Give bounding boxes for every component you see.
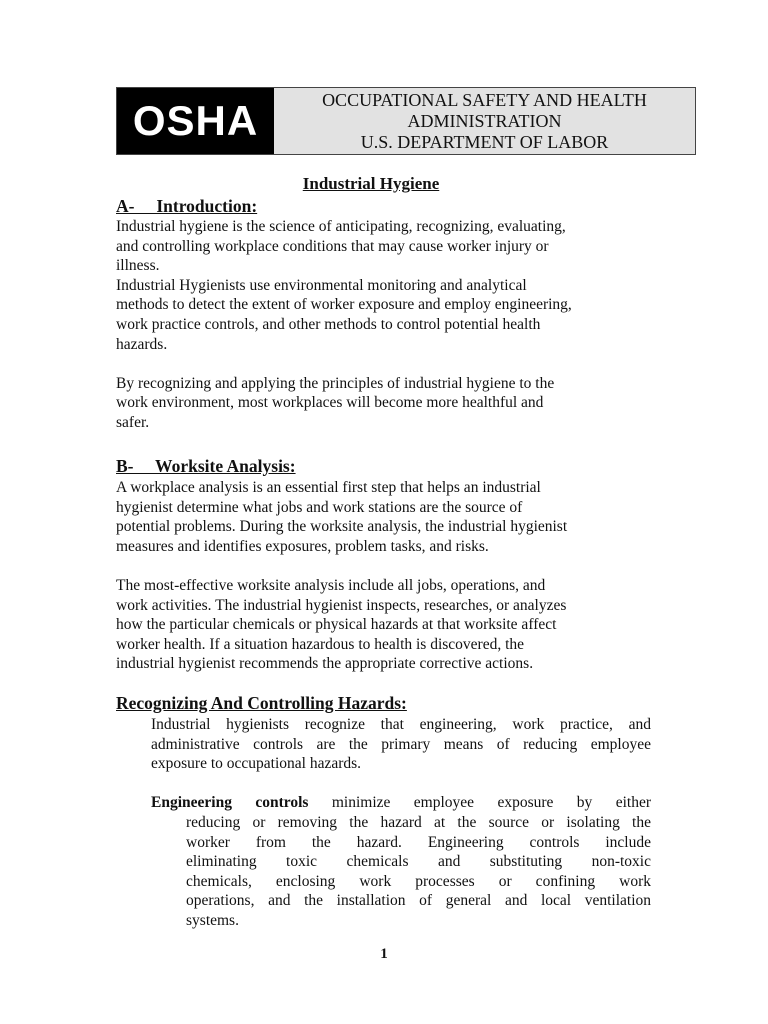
section-a-heading: A- Introduction: [116,196,258,216]
agency-line: U.S. DEPARTMENT OF LABOR [360,132,609,152]
osha-header [116,87,696,155]
text-line: reducing or removing the hazard at the source or isolating the [186,813,651,831]
text-line: Industrial Hygienists use environmental monitoring and analytical [116,276,527,294]
engineering-controls-term: Engineering controls [151,794,309,812]
text-line: work activities. The industrial hygienist inspects, researches, or analyzes [116,596,567,614]
text-line: methods to detect the extent of worker exposure and employ engineering, [116,296,572,314]
agency-line: ADMINISTRATION [407,111,562,131]
text-line: By recognizing and applying the principles of industrial hygiene to the [116,374,555,392]
text-line: operations, and the installation of general and local ventilation [186,892,651,910]
agency-name [274,88,695,154]
text-line: how the particular chemicals or physical hazards at that worksite affect [116,616,557,634]
section-c-body [151,715,651,931]
text-line: industrial hygienist recommends the appropriate corrective actions. [116,655,534,673]
osha-logo: OSHA [117,88,274,154]
section-b-body [116,478,628,674]
text-line: work practice controls, and other methods to control potential health [116,315,541,333]
text-line: work environment, most workplaces will become more healthful and [116,394,544,412]
text-line: potential problems. During the worksite analysis, the industrial hygienist [116,518,568,536]
engineering-controls-first-line [151,793,651,813]
text-line: systems. [186,911,239,929]
text-line: The most-effective worksite analysis include all jobs, operations, and [116,576,546,594]
agency-line: OCCUPATIONAL SAFETY AND HEALTH [322,90,647,110]
text-line: safer. [116,413,150,431]
text-line: hygienist determine what jobs and work stations are the source of [116,498,523,516]
text-line: exposure to occupational hazards. [151,755,362,773]
text-line: hazards. [116,335,168,353]
section-a-body [116,217,628,433]
text-line: eliminating toxic chemicals and substituting non-toxic [186,853,651,871]
text-fragment: minimize employee exposure by either [331,794,651,812]
section-c-heading: Recognizing And Controlling Hazards: [116,693,407,713]
text-line: worker from the hazard. Engineering controls include [186,833,651,851]
text-line: Industrial hygienists recognize that engineering, work practice, and [151,716,651,733]
text-line: chemicals, enclosing work processes or confining work [186,872,651,890]
text-line: illness. [116,257,160,275]
section-b-heading: B- Worksite Analysis: [116,456,296,476]
text-line: worker health. If a situation hazardous to health is discovered, the [116,635,525,653]
text-line: A workplace analysis is an essential first step that helps an industrial [116,479,541,496]
text-line: measures and identifies exposures, problem tasks, and risks. [116,537,489,555]
document-title: Industrial Hygiene [302,174,440,193]
text-line: Industrial hygiene is the science of anticipating, recognizing, evaluating, [116,218,566,235]
text-line: and controlling workplace conditions that may cause worker injury or [116,237,549,255]
text-line: administrative controls are the primary means of reducing employee [151,735,651,753]
page-number: 1 [380,946,388,962]
